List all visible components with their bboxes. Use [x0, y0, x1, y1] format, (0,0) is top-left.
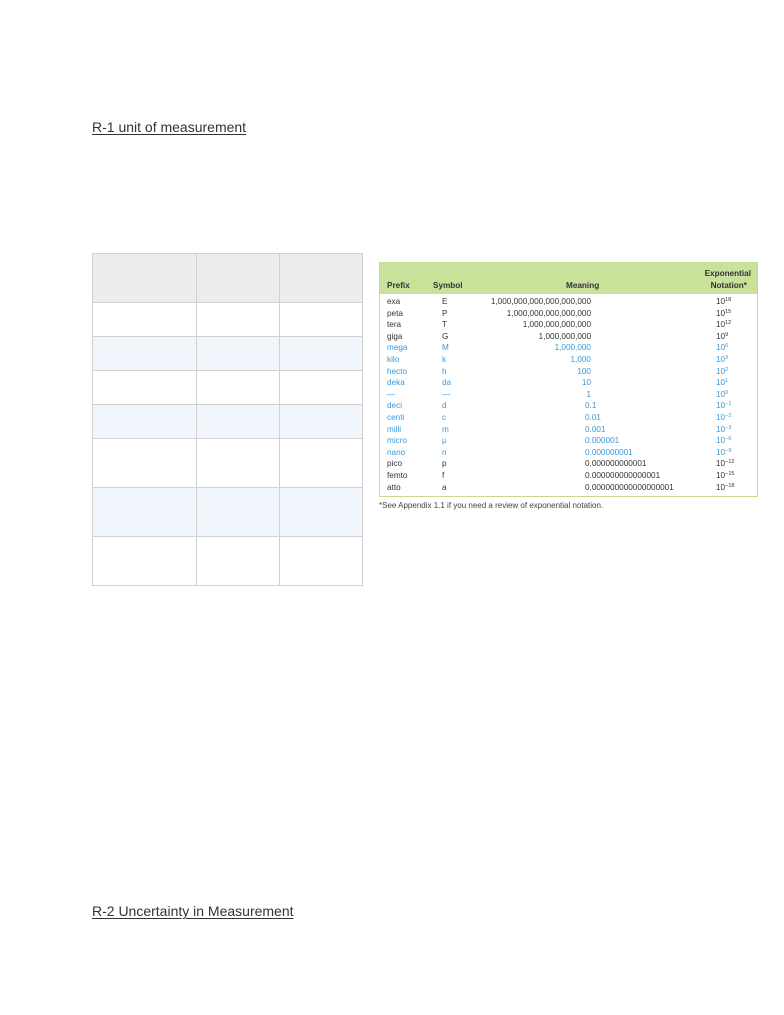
prefix-exponent: $10^0$ [716, 389, 729, 399]
grid-cell [280, 337, 363, 371]
empty-grid-table [92, 253, 363, 586]
grid-cell [93, 405, 197, 439]
prefix-meaning: 0.001 [585, 424, 606, 434]
grid-cell [197, 303, 280, 337]
prefix-exponent: $10^{-6}$ [716, 436, 732, 446]
prefix-symbol: P [442, 308, 448, 318]
header-prefix: Prefix [387, 281, 410, 290]
prefix-meaning: 1,000,000,000,000,000,000 [490, 297, 591, 306]
grid-row [93, 537, 363, 586]
prefix-meaning: 1,000,000,000,000,000 [506, 308, 591, 318]
prefix-row [380, 342, 757, 354]
header-meaning: Meaning [566, 281, 600, 290]
prefix-symbol: T [442, 320, 448, 330]
section-heading-uncertainty: R-2 Uncertainty in Measurement [92, 903, 294, 919]
prefix-meaning: 1 [586, 389, 591, 399]
prefix-symbol: M [442, 343, 449, 353]
grid-row [93, 488, 363, 537]
grid-cell [197, 488, 280, 537]
header-exponential: Exponential [704, 269, 751, 278]
prefix-table-body [380, 294, 757, 496]
prefix-meaning: 0.000000000000000001 [585, 482, 674, 492]
prefix-symbol: c [442, 412, 447, 422]
grid-cell [93, 537, 197, 586]
prefix-name: deci [387, 401, 403, 411]
prefix-exponent: $10^{-1}$ [716, 401, 732, 411]
grid-header-row [93, 254, 363, 303]
prefix-meaning: 0.000000000000001 [585, 470, 661, 480]
prefix-row [380, 400, 757, 412]
grid-cell [280, 303, 363, 337]
prefix-symbol: a [442, 482, 447, 492]
grid-cell [93, 303, 197, 337]
grid-cell [197, 337, 280, 371]
prefix-meaning: 1,000,000,000 [538, 331, 591, 341]
prefix-exponent: $10^{18}$ [716, 297, 732, 306]
prefix-name: milli [387, 424, 402, 434]
prefix-symbol: G [442, 331, 449, 341]
grid-cell [280, 537, 363, 586]
prefix-row [380, 424, 757, 436]
prefix-exponent: $10^1$ [716, 378, 729, 388]
prefix-meaning: 0.1 [585, 401, 597, 411]
prefix-exponent: $10^2$ [716, 366, 729, 376]
prefix-meaning: 0.000001 [585, 436, 620, 446]
prefix-symbol: μ [442, 436, 447, 446]
prefix-row [380, 470, 757, 482]
prefix-row [380, 435, 757, 447]
prefix-name: exa [387, 297, 401, 306]
prefix-row [380, 412, 757, 424]
prefix-row [380, 308, 757, 320]
grid-cell [280, 488, 363, 537]
grid-row [93, 303, 363, 337]
prefix-name: mega [387, 343, 408, 353]
prefix-name: — [387, 389, 396, 399]
prefix-table-header [380, 263, 757, 294]
prefix-row [380, 389, 757, 401]
prefix-table-footnote: *See Appendix 1.1 if you need a review of exponential notation. [379, 501, 604, 510]
prefix-row [380, 319, 757, 331]
prefix-meaning: 1,000,000,000,000 [522, 320, 591, 330]
prefix-meaning: 0.01 [585, 412, 601, 422]
grid-row [93, 337, 363, 371]
prefix-meaning: 0.000000001 [585, 447, 633, 457]
grid-cell [280, 405, 363, 439]
grid-cell [280, 371, 363, 405]
prefix-row [380, 331, 757, 343]
grid-cell [93, 439, 197, 488]
prefix-symbol: E [442, 297, 448, 306]
prefix-exponent: $10^{-9}$ [716, 447, 732, 457]
grid-row [93, 371, 363, 405]
prefix-row [380, 366, 757, 378]
prefix-exponent: $10^6$ [716, 343, 729, 353]
grid-cell [93, 337, 197, 371]
grid-cell [280, 439, 363, 488]
prefix-symbol: n [442, 447, 447, 457]
prefix-row [380, 354, 757, 366]
prefix-name: femto [387, 470, 408, 480]
prefix-meaning: 0.000000000001 [585, 459, 647, 469]
prefix-exponent: $10^9$ [716, 331, 729, 341]
prefix-name: micro [387, 436, 408, 446]
prefix-symbol: m [442, 424, 449, 434]
prefix-row [380, 458, 757, 470]
grid-cell [280, 254, 363, 303]
grid-cell [197, 254, 280, 303]
prefix-exponent: $10^{-12}$ [716, 459, 735, 469]
prefix-row [380, 377, 757, 389]
prefix-row [380, 447, 757, 459]
header-notation: Notation* [710, 281, 747, 290]
prefix-exponent: $10^{-3}$ [716, 424, 732, 434]
prefix-exponent: $10^{-15}$ [716, 470, 735, 480]
prefix-meaning: 1,000,000 [554, 343, 591, 353]
prefix-name: peta [387, 308, 403, 318]
prefix-exponent: $10^{-18}$ [716, 482, 735, 492]
prefix-name: atto [387, 482, 401, 492]
grid-cell [93, 371, 197, 405]
prefix-name: pico [387, 459, 403, 469]
grid-cell [197, 439, 280, 488]
prefix-symbol: da [442, 378, 452, 388]
prefix-exponent: $10^3$ [716, 354, 729, 364]
prefix-name: giga [387, 331, 403, 341]
prefix-meaning: 1,000 [570, 354, 591, 364]
prefix-meaning: 10 [581, 378, 591, 388]
prefix-exponent: $10^{-2}$ [716, 412, 732, 422]
grid-cell [197, 371, 280, 405]
prefix-symbol: d [442, 401, 447, 411]
grid-cell [197, 405, 280, 439]
grid-cell [197, 537, 280, 586]
prefix-exponent: $10^{15}$ [716, 308, 732, 318]
grid-row [93, 439, 363, 488]
section-heading-unit-of-measurement: R-1 unit of measurement [92, 119, 247, 135]
prefix-symbol: f [442, 470, 445, 480]
prefix-name: nano [387, 447, 406, 457]
prefix-symbol: p [442, 459, 447, 469]
prefix-name: centi [387, 412, 405, 422]
prefix-symbol: h [442, 366, 447, 376]
prefix-row [380, 482, 757, 494]
prefix-name: deka [387, 378, 405, 388]
grid-row [93, 405, 363, 439]
grid-cell [93, 254, 197, 303]
prefix-exponent: $10^{12}$ [716, 320, 732, 330]
si-prefix-table [379, 262, 758, 497]
prefix-symbol: k [442, 354, 447, 364]
prefix-symbol: — [442, 389, 451, 399]
prefix-name: tera [387, 320, 402, 330]
grid-cell [93, 488, 197, 537]
prefix-row [380, 296, 757, 308]
prefix-name: hecto [387, 366, 408, 376]
header-symbol: Symbol [433, 281, 463, 290]
prefix-name: kilo [387, 354, 400, 364]
prefix-meaning: 100 [577, 366, 591, 376]
